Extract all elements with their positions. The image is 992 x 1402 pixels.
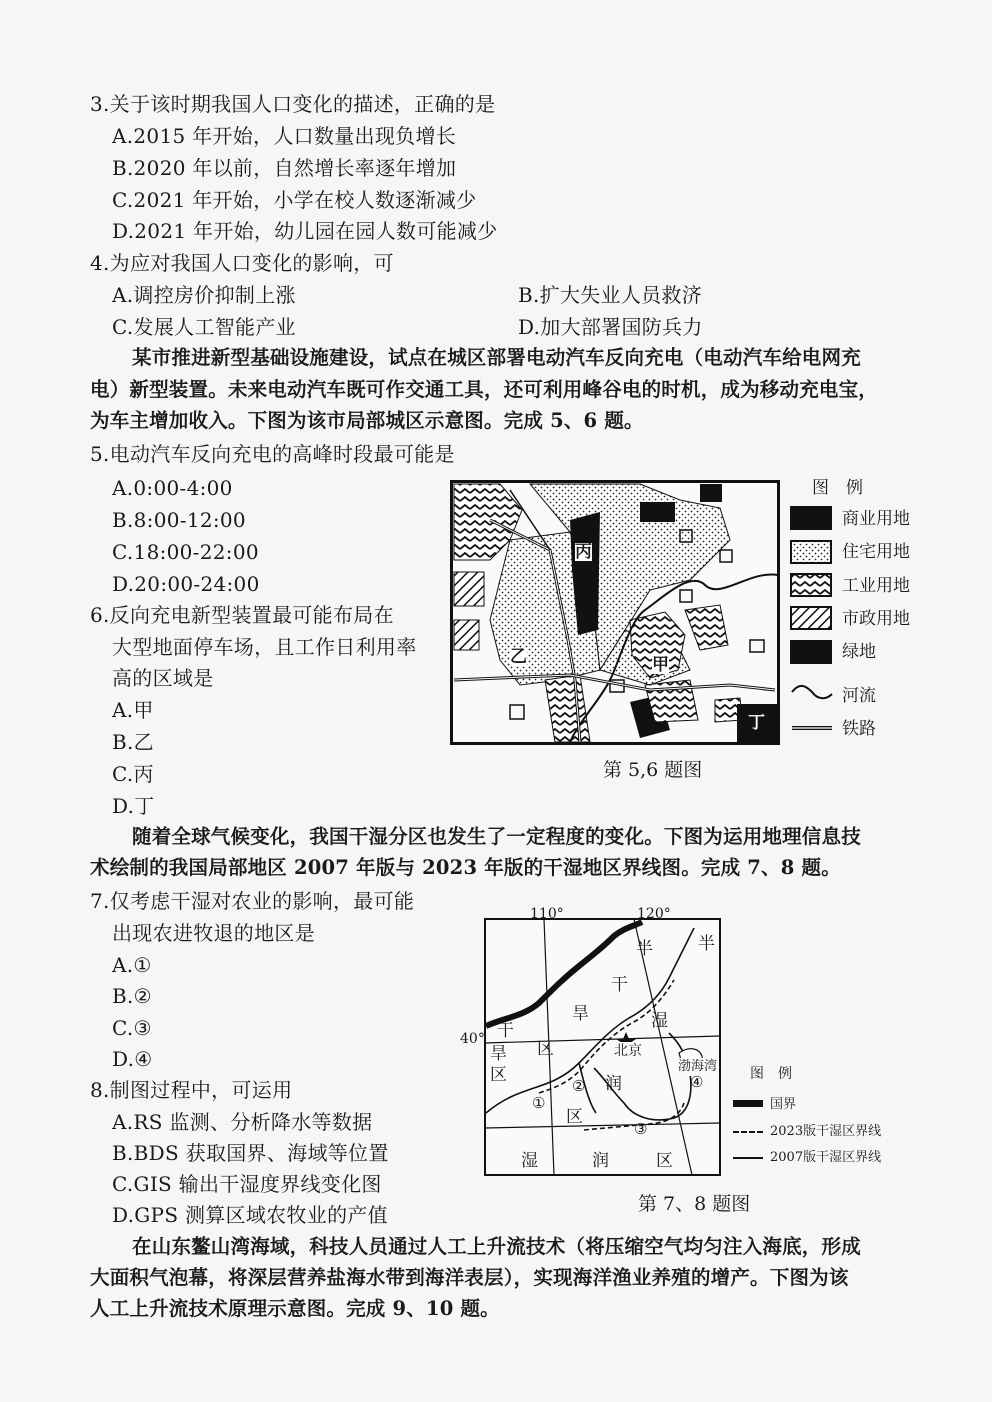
q6-option-c: C.丙	[112, 762, 154, 786]
q6-option-b: B.乙	[112, 730, 154, 754]
map2-lat-40: 40°	[460, 1031, 485, 1047]
dry-wet-zone-map	[484, 918, 721, 1176]
municipal-swatch	[790, 606, 832, 630]
map2-label-n4: ④	[690, 1073, 704, 1091]
railway-swatch	[790, 718, 834, 738]
legend-green: 绿地	[842, 642, 876, 662]
q7-option-a: A.①	[112, 953, 152, 977]
map2-label-ban1: 半	[636, 939, 653, 959]
green-swatch	[790, 640, 832, 664]
q8-option-d: D.GPS 测算区域农牧业的产值	[112, 1203, 388, 1227]
land-use-map	[450, 480, 780, 745]
q3-option-d: D.2021 年开始，幼儿园在园人数可能减少	[112, 219, 498, 243]
q7-option-d: D.④	[112, 1047, 153, 1071]
map2-label-shi2: 湿	[521, 1151, 538, 1171]
map2-label-n1: ①	[532, 1094, 546, 1112]
map2-label-beijing: 北京	[614, 1043, 642, 1059]
q7-option-b: B.②	[112, 984, 152, 1008]
legend-residential: 住宅用地	[842, 542, 910, 562]
legend-line2007: 2007版干湿区界线	[770, 1150, 882, 1165]
map1-label-ding: 丁	[748, 713, 765, 733]
q5-option-b: B.8:00-12:00	[112, 508, 246, 532]
q7-stem-line2: 出现农进牧退的地区是	[112, 921, 315, 945]
q8-stem: 8.制图过程中，可运用	[90, 1078, 293, 1102]
map2-label-gan2: 干	[497, 1021, 514, 1041]
q5-option-a: A.0:00-4:00	[112, 476, 233, 500]
legend-border: 国界	[770, 1097, 797, 1112]
intro78-line1: 随着全球气候变化，我国干湿分区也发生了一定程度的变化。下图为运用地理信息技	[132, 825, 861, 848]
intro910-line3: 人工上升流技术原理示意图。完成 9、10 题。	[90, 1297, 500, 1320]
q7-option-c: C.③	[112, 1016, 152, 1040]
map2-label-bohai: 渤海湾	[678, 1059, 718, 1074]
commercial-zone	[700, 484, 722, 502]
commercial-zone	[640, 502, 675, 522]
q6-stem-line3: 高的区域是	[112, 666, 214, 690]
map2-label-run1: 润	[605, 1074, 622, 1094]
q3-stem: 3.关于该时期我国人口变化的描述，正确的是	[90, 92, 496, 116]
map2-label-n2: ②	[572, 1077, 586, 1095]
q3-option-a: A.2015 年开始，人口数量出现负增长	[112, 124, 457, 148]
map2-legend-title: 图 例	[750, 1066, 792, 1082]
map2-label-n3: ③	[634, 1120, 648, 1138]
q3-option-c: C.2021 年开始，小学在校人数逐渐减少	[112, 188, 477, 212]
map2-label-qu2: 区	[490, 1065, 507, 1085]
q6-option-a: A.甲	[112, 698, 154, 722]
map2-label-han1: 旱	[572, 1004, 589, 1024]
legend-industrial: 工业用地	[842, 576, 910, 596]
municipal-zone	[454, 620, 479, 650]
q4-option-d: D.加大部署国防兵力	[518, 315, 703, 339]
map2-label-qu1: 区	[537, 1039, 554, 1059]
q4-option-b: B.扩大失业人员救济	[518, 283, 703, 307]
intro910-line2: 大面积气泡幕，将深层营养盐海水带到海洋表层），实现海洋渔业养殖的增产。下图为该	[90, 1266, 849, 1289]
legend-river: 河流	[842, 686, 876, 706]
map1-label-jia: 甲	[652, 655, 669, 675]
q4-stem: 4.为应对我国人口变化的影响，可	[90, 251, 394, 275]
map2-label-han2: 旱	[490, 1044, 507, 1064]
map2-label-gan1: 干	[611, 975, 628, 995]
q6-stem-line1: 6.反向充电新型装置最可能布局在	[90, 603, 394, 627]
legend-municipal: 市政用地	[842, 609, 910, 629]
map2-lon-120: 120°	[637, 906, 671, 922]
intro910-line1: 在山东鳌山湾海域，科技人员通过人工上升流技术（将压缩空气均匀注入海底，形成	[132, 1235, 861, 1258]
map2-label-shi1: 湿	[651, 1011, 668, 1031]
border-swatch	[733, 1100, 763, 1107]
industrial-swatch	[790, 573, 832, 597]
residential-swatch	[790, 540, 832, 564]
q6-stem-line2: 大型地面停车场，且工作日利用率	[112, 635, 417, 659]
q5-option-c: C.18:00-22:00	[112, 540, 259, 564]
q8-option-c: C.GIS 输出干湿度界线变化图	[112, 1172, 382, 1196]
river-swatch	[790, 682, 834, 704]
map2-caption: 第 7、8 题图	[638, 1193, 751, 1215]
map1-label-yi: 乙	[510, 647, 527, 667]
line2007-swatch	[733, 1157, 763, 1159]
map2-label-qu4: 区	[656, 1151, 673, 1171]
q4-option-a: A.调控房价抑制上涨	[112, 283, 296, 307]
intro78-line2: 术绘制的我国局部地区 2007 年版与 2023 年版的干湿地区界线图。完成 7、8 题。	[90, 856, 841, 879]
q8-option-b: B.BDS 获取国界、海域等位置	[112, 1141, 389, 1165]
q5-stem: 5.电动汽车反向充电的高峰时段最可能是	[90, 442, 455, 466]
map2-lon-110: 110°	[530, 906, 564, 922]
intro56-line1: 某市推进新型基础设施建设，试点在城区部署电动汽车反向充电（电动汽车给电网充	[132, 346, 861, 369]
intro56-line3: 为车主增加收入。下图为该市局部城区示意图。完成 5、6 题。	[90, 409, 644, 432]
intro56-line2: 电）新型装置。未来电动汽车既可作交通工具，还可利用峰谷电的时机，成为移动充电宝，	[90, 378, 879, 401]
map2-label-qu3: 区	[566, 1107, 583, 1127]
line2023-swatch	[733, 1131, 763, 1133]
legend-railway: 铁路	[842, 719, 876, 739]
legend-line2023: 2023版干湿区界线	[770, 1124, 882, 1139]
q6-option-d: D.丁	[112, 794, 155, 818]
q8-option-a: A.RS 监测、分析降水等数据	[112, 1110, 373, 1134]
map1-legend-title: 图 例	[812, 478, 863, 498]
municipal-zone	[454, 572, 484, 606]
commercial-swatch	[790, 506, 832, 530]
map1-caption: 第 5,6 题图	[603, 759, 703, 781]
q5-option-d: D.20:00-24:00	[112, 572, 260, 596]
q7-stem-line1: 7.仅考虑干湿对农业的影响，最可能	[90, 889, 415, 913]
q4-option-c: C.发展人工智能产业	[112, 315, 296, 339]
map2-label-run2: 润	[592, 1151, 609, 1171]
map2-label-ban2: 半	[698, 934, 715, 954]
q3-option-b: B.2020 年以前，自然增长率逐年增加	[112, 156, 457, 180]
legend-commercial: 商业用地	[842, 509, 910, 529]
map1-label-bing: 丙	[575, 542, 592, 562]
